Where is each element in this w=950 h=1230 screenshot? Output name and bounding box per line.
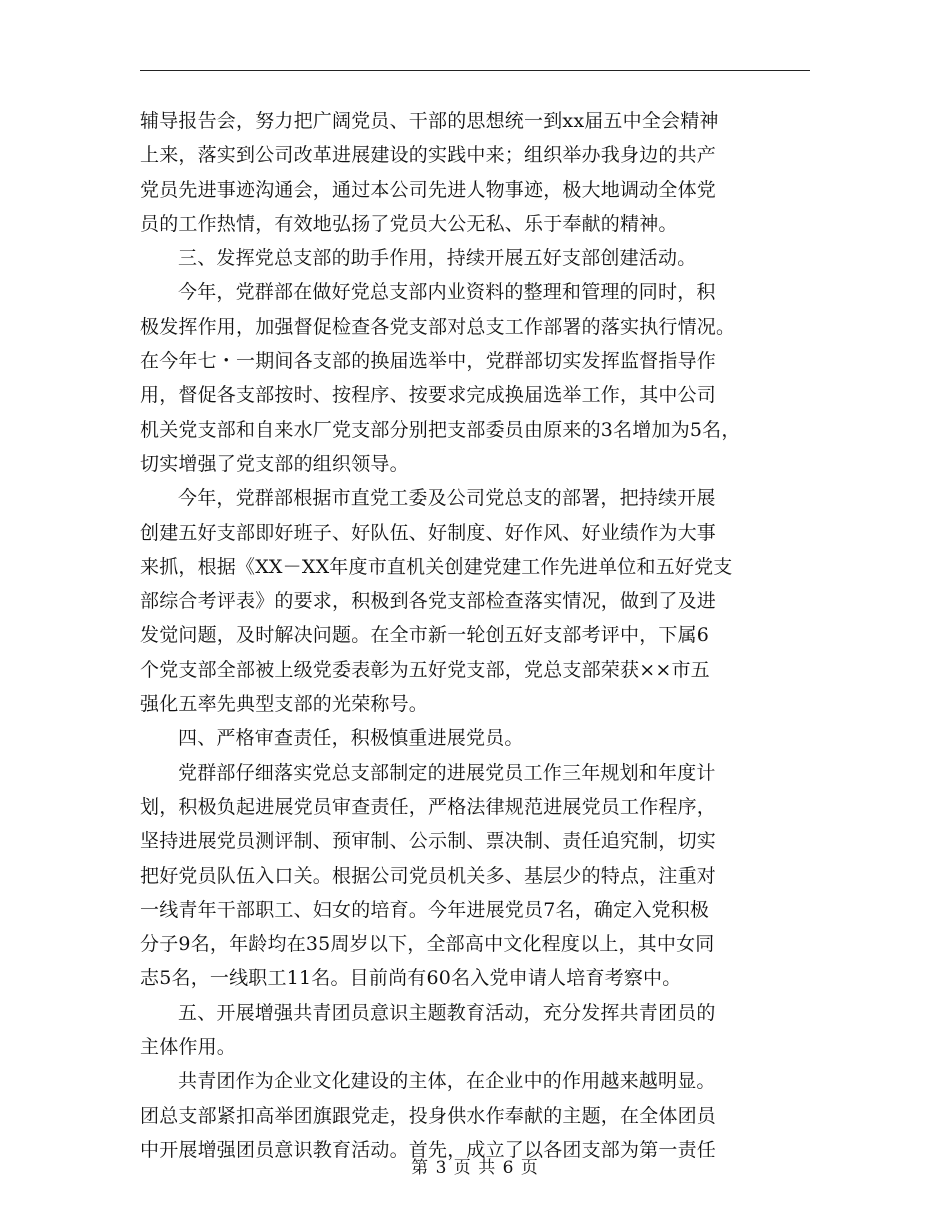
header-divider: [140, 70, 810, 71]
page-number-footer: 第 3 页 共 6 页: [411, 1158, 539, 1178]
text-line: 志5名，一线职工11名。目前尚有60名入党申请人培育考察中。: [140, 967, 682, 990]
text-line: 三、发挥党总支部的助手作用，持续开展五好支部创建活动。: [178, 247, 697, 270]
text-line: 划，积极负起进展党员审查责任，严格法律规范进展党员工作程序，: [140, 795, 717, 818]
text-line: 用，督促各支部按时、按程序、按要求完成换届选举工作，其中公司: [140, 384, 717, 407]
text-line: 主体作用。: [140, 1036, 237, 1059]
text-line: 发觉问题，及时解决问题。在全市新一轮创五好支部考评中，下属6: [140, 624, 710, 647]
text-line: 员的工作热情，有效地弘扬了党员大公无私、乐于奉献的精神。: [140, 212, 678, 235]
text-line: 团总支部紧扣高举团旗跟党走，投身供水作奉献的主题，在全体团员: [140, 1104, 717, 1127]
text-line: 部综合考评表》的要求，积极到各党支部检查落实情况，做到了及进: [140, 590, 717, 613]
text-line: 党员先进事迹沟通会，通过本公司先进人物事迹，极大地调动全体党: [140, 178, 717, 201]
text-line: 切实增强了党支部的组织领导。: [140, 452, 409, 475]
text-line: 强化五率先典型支部的光荣称号。: [140, 693, 429, 716]
text-line: 今年，党群部根据市直党工委及公司党总支的部署，把持续开展: [178, 487, 716, 510]
text-line: 中开展增强团员意识教育活动。首先，成立了以各团支部为第一责任: [140, 1138, 717, 1161]
text-line: 上来，落实到公司改革进展建设的实践中来；组织举办我身边的共产: [140, 144, 717, 167]
document-body: [140, 104, 830, 1167]
text-line: 分子9名，年龄均在35周岁以下，全部高中文化程度以上，其中女同: [140, 933, 715, 956]
text-line: 极发挥作用，加强督促检查各党支部对总支工作部署的落实执行情况。: [140, 315, 736, 338]
text-line: 机关党支部和自来水厂党支部分别把支部委员由原来的3名增加为5名，: [140, 418, 741, 441]
text-line: 把好党员队伍入口关。根据公司党员机关多、基层少的特点，注重对: [140, 864, 717, 887]
text-line: 党群部仔细落实党总支部制定的进展党员工作三年规划和年度计: [178, 761, 716, 784]
text-line: 在今年七・一期间各支部的换届选举中，党群部切实发挥监督指导作: [140, 350, 717, 373]
text-line: 共青团作为企业文化建设的主体，在企业中的作用越来越明显。: [178, 1070, 716, 1093]
text-line: 辅导报告会，努力把广阔党员、干部的思想统一到xx届五中全会精神: [140, 110, 719, 132]
text-line: 今年，党群部在做好党总支部内业资料的整理和管理的同时，积: [178, 281, 716, 304]
text-line: 坚持进展党员测评制、预审制、公示制、票决制、责任追究制，切实: [140, 830, 717, 853]
text-line: 来抓，根据《XX－XX年度市直机关创建党建工作先进单位和五好党支: [140, 555, 733, 578]
text-line: 创建五好支部即好班子、好队伍、好制度、好作风、好业绩作为大事: [140, 521, 717, 544]
text-line: 个党支部全部被上级党委表彰为五好党支部，党总支部荣获××市五: [140, 658, 710, 681]
text-line: 一线青年干部职工、妇女的培育。今年进展党员7名，确定入党积极: [140, 898, 710, 921]
text-line: 五、开展增强共青团员意识主题教育活动，充分发挥共青团员的: [178, 1001, 716, 1024]
text-line: 四、严格审查责任，积极慎重进展党员。: [178, 727, 524, 750]
